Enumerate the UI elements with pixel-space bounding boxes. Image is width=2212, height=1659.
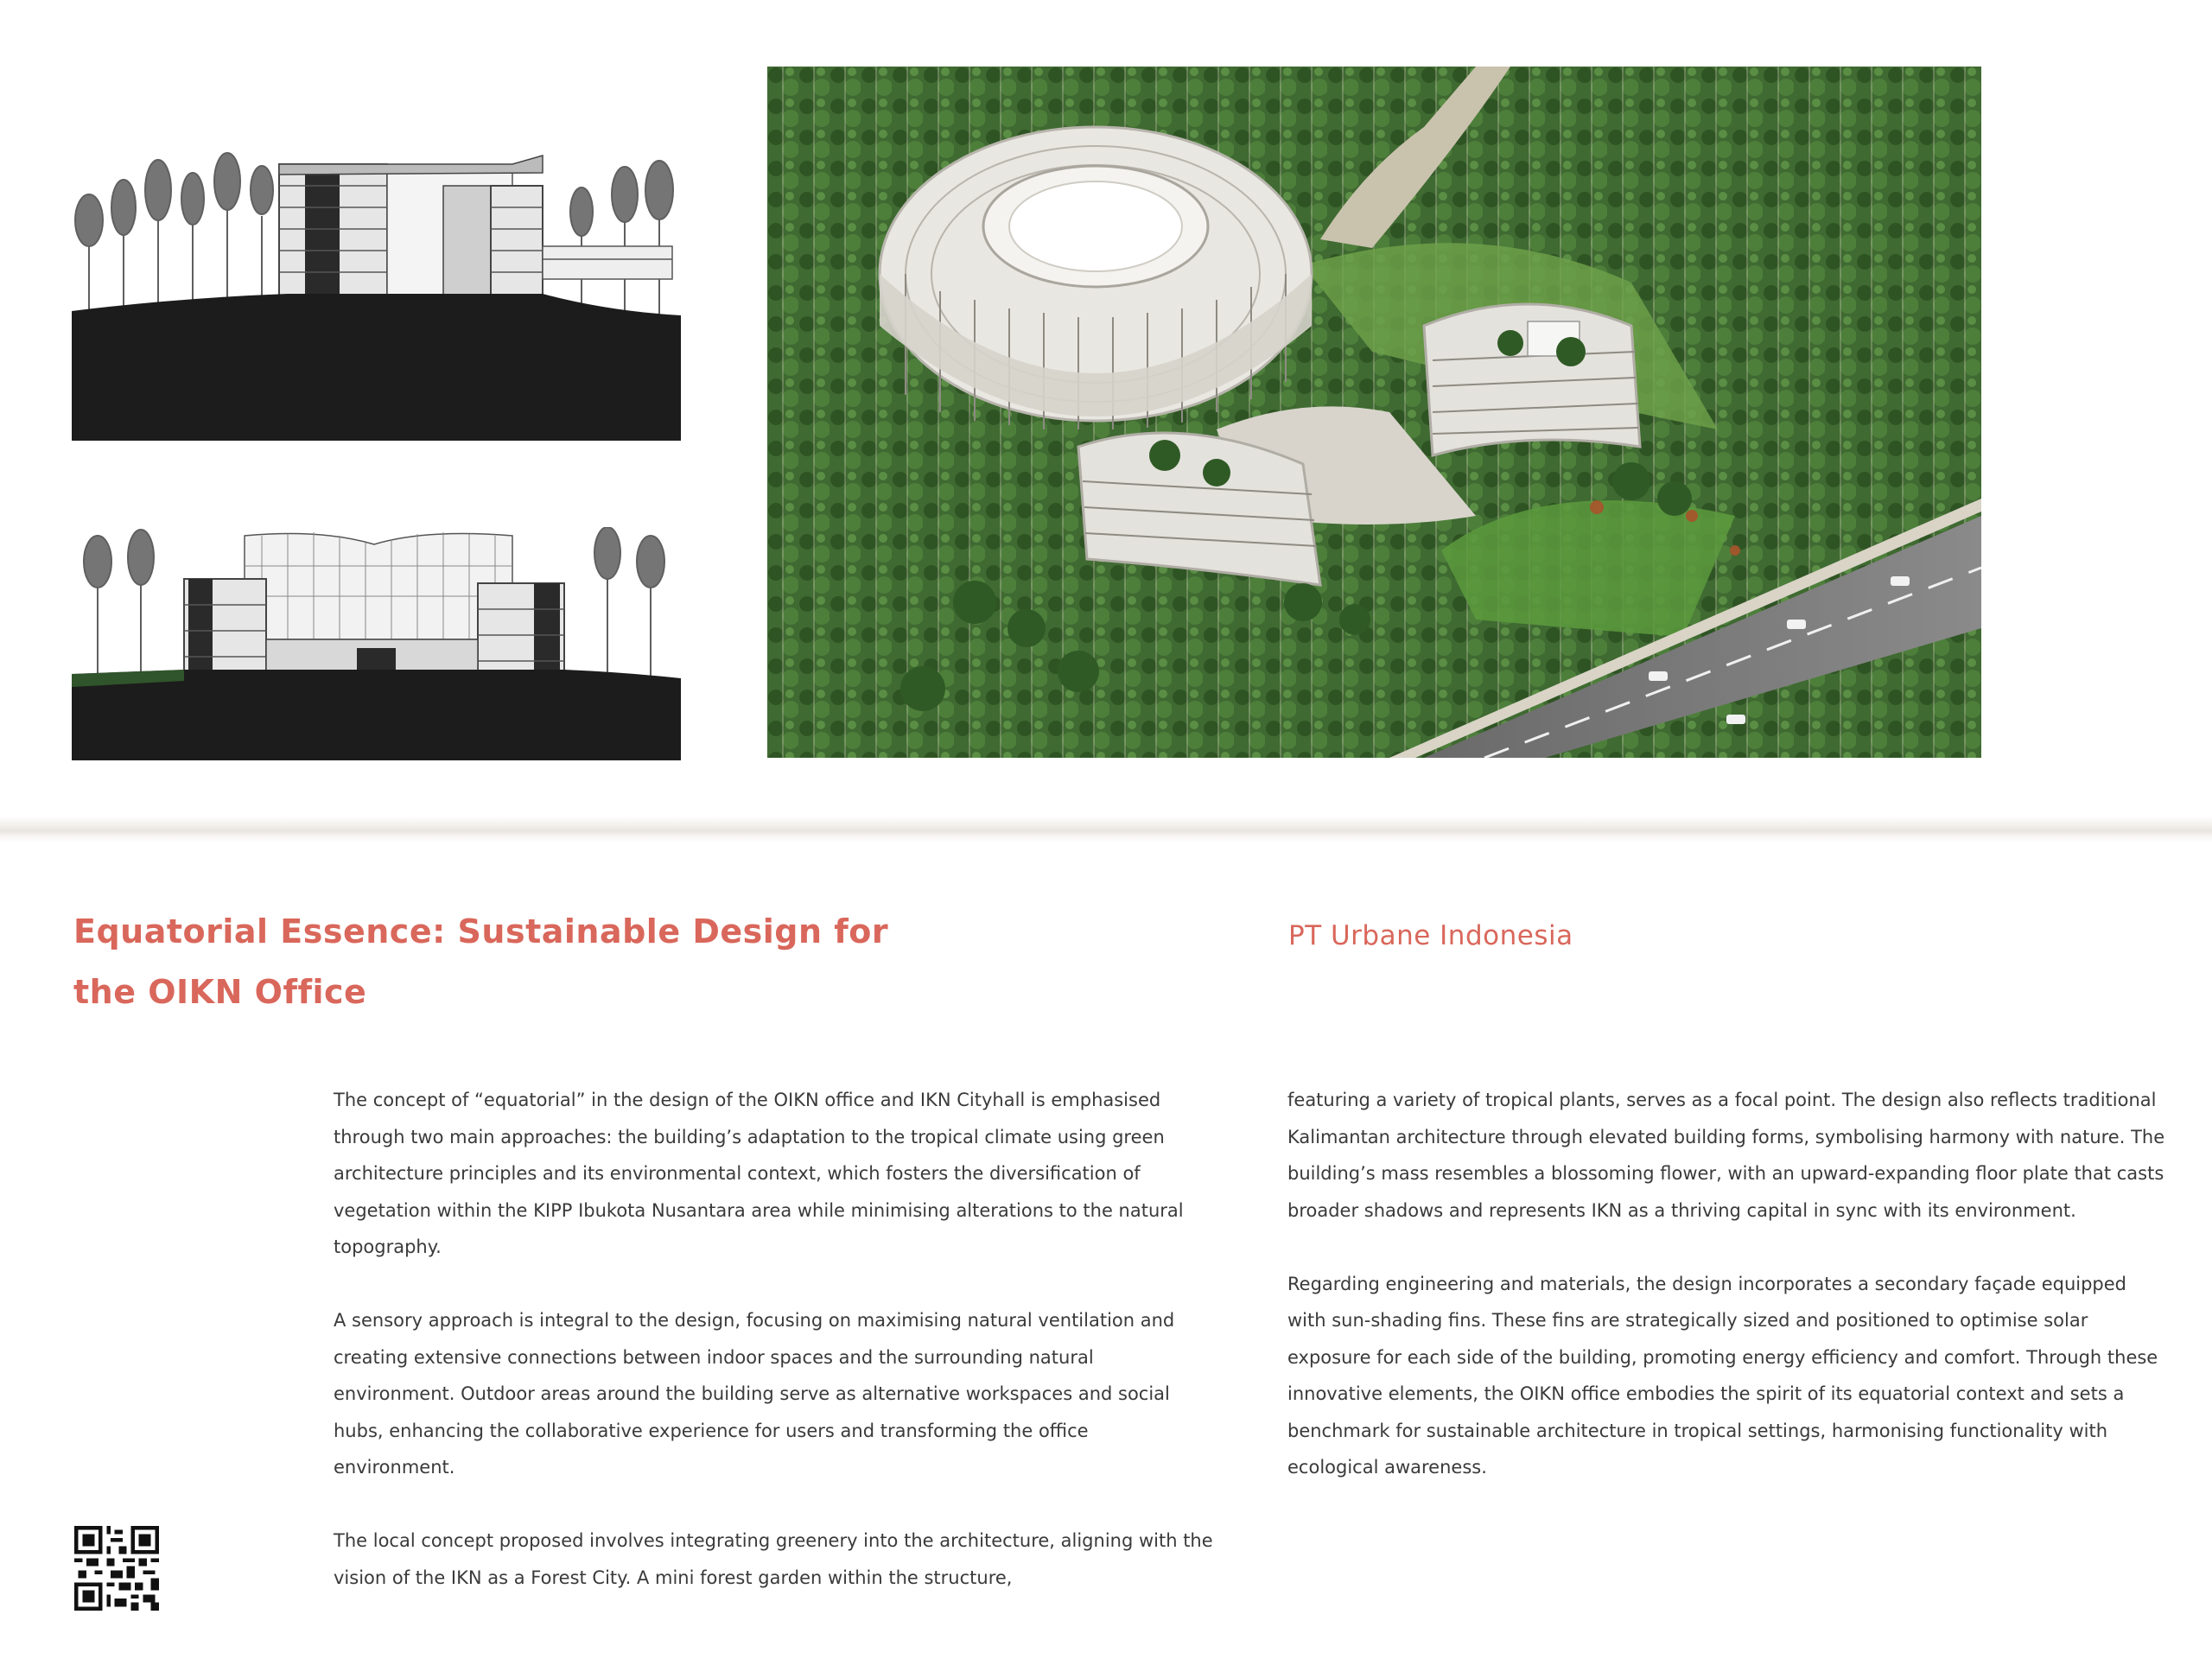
section-drawing-upper: [72, 138, 681, 441]
body-column-left: [334, 1082, 1215, 1596]
article-title: [73, 901, 938, 1022]
section-drawing-lower: [72, 527, 681, 760]
section-drawing-lower-svg: [72, 527, 681, 760]
section-drawing-upper-svg: [72, 138, 681, 441]
paragraph: The concept of “equatorial” in the design of the OIKN office and IKN Cityhall is emphasised through two main approaches: the building’s adaptation to the tropical climate using green architecture principles and its environmental context, which fosters the diversification of vegetation within the KIPP Ibukota Nusantara area while minimising alterations to the natural topography.: [334, 1090, 1184, 1257]
paragraph: The local concept proposed involves integrating greenery into the architecture, aligning with the vision of the IKN as a Forest City. A mini forest garden within the structure,: [334, 1530, 1213, 1588]
article-title-line-1: Equatorial Essence: Sustainable Design for: [73, 912, 889, 950]
paragraph: Regarding engineering and materials, the design incorporates a secondary façade equipped with sun-shading fins. These fins are strategically sized and positioned to optimise solar exposure for each side of the building, promoting energy efficiency and comfort. Through these innovative elements, the OIKN office embodies the spirit of its equatorial context and sets a benchmark for sustainable architecture in tropical settings, harmonising functionality with ecological awareness.: [1287, 1273, 2158, 1478]
article-author: PT Urbane Indonesia: [1288, 920, 1573, 951]
article-title-line-2: the OIKN Office: [73, 973, 367, 1011]
body-column-right: [1287, 1082, 2169, 1486]
aerial-rendering-svg: [767, 67, 1981, 758]
paragraph: A sensory approach is integral to the design, focusing on maximising natural ventilation and creating extensive connections between indoor spaces and the surrounding natural environment. Outdoor areas around the building serve as alternative workspaces and social hubs, enhancing the collaborative experience for users and transforming the office environment.: [334, 1310, 1175, 1478]
qr-code-graphic: [74, 1526, 159, 1611]
aerial-rendering: [767, 67, 1981, 758]
page-fold: [0, 817, 2212, 842]
qr-code-icon[interactable]: [74, 1526, 159, 1611]
paragraph: featuring a variety of tropical plants, serves as a focal point. The design also reflects traditional Kalimantan architecture through elevated building forms, symbolising harmony with nature. The building’s mass resembles a blossoming flower, with an upward-expanding floor plate that casts broader shadows and represents IKN as a thriving capital in sync with its environment.: [1287, 1090, 2165, 1221]
